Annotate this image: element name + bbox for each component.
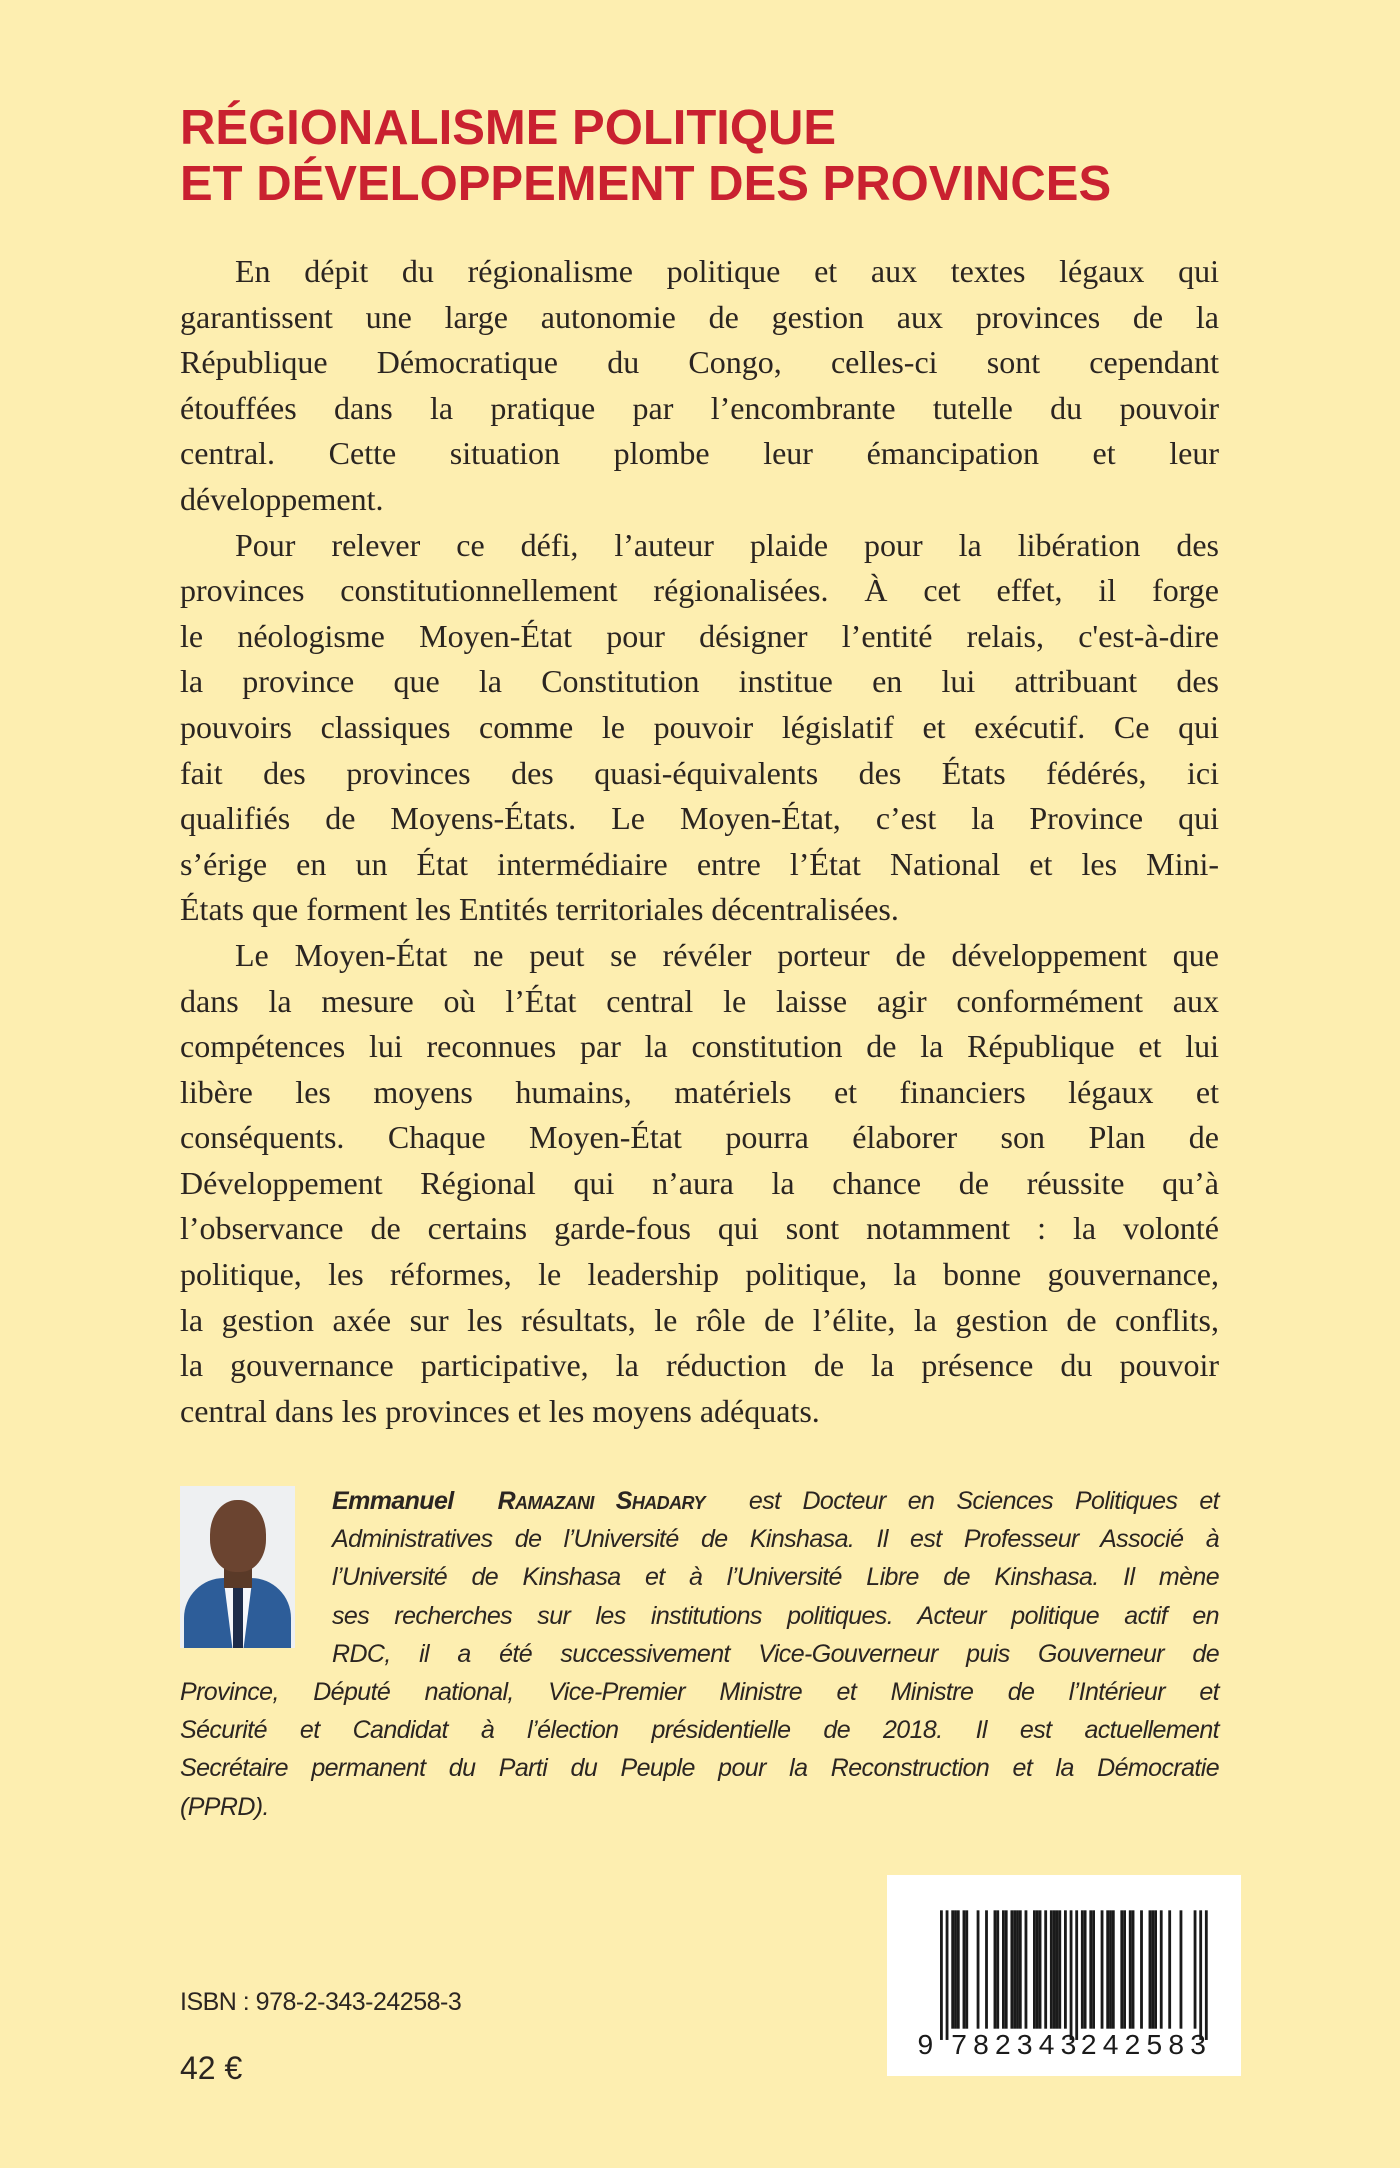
blurb-line: la gestion axée sur les résultats, le rôle de l’élite, la gestion de conflits, — [180, 1301, 1219, 1338]
barcode-bar — [1120, 1910, 1123, 2028]
barcode-bar — [985, 1910, 988, 2028]
author-bio — [180, 1482, 1219, 1826]
bio-first-line-rest: est Docteur en Sciences Politiques et — [748, 1487, 1219, 1515]
author-first-name: Emmanuel — [332, 1487, 454, 1515]
barcode-bar — [946, 1910, 949, 2040]
barcode-bar — [1140, 1910, 1143, 2028]
blurb-line: garantissent une large autonomie de gestion aux provinces de la — [180, 298, 1219, 335]
barcode-bar — [1025, 1910, 1028, 2028]
blurb-line: pouvoirs classiques comme le pouvoir législatif et exécutif. Ce qui — [180, 708, 1219, 745]
barcode — [887, 1875, 1241, 2076]
barcode-bar — [1064, 1910, 1067, 2028]
blurb-line: Le Moyen-État ne peut se révéler porteur de développement que — [235, 936, 1219, 973]
barcode-bar — [1092, 1910, 1095, 2028]
barcode-bar — [996, 1910, 999, 2028]
blurb-line: le néologisme Moyen-État pour désigner l’entité relais, c'est-à-dire — [180, 617, 1219, 654]
book-title — [180, 100, 1111, 212]
barcode-bar — [1168, 1910, 1171, 2028]
barcode-bar — [1205, 1910, 1208, 2040]
barcode-left-digits: 782343 — [951, 2028, 1083, 2060]
blurb-line: République Démocratique du Congo, celles-ci sont cependant — [180, 344, 1219, 381]
barcode-bar — [1089, 1910, 1092, 2028]
barcode-bar — [1058, 1910, 1061, 2028]
barcode-bar — [1039, 1910, 1042, 2028]
title-line-2: ET DÉVELOPPEMENT DES PROVINCES — [180, 157, 1112, 211]
blurb-text — [180, 249, 1219, 1434]
bio-line: Administratives de l’Université de Kinshasa. Il est Professeur Associé à — [332, 1525, 1219, 1554]
barcode-bar — [951, 1910, 954, 2028]
bio-line: l’Université de Kinshasa et à l’Université Libre de Kinshasa. Il mène — [332, 1563, 1219, 1592]
barcode-bar — [957, 1910, 960, 2028]
barcode-bar — [940, 1910, 943, 2040]
blurb-line: Pour relever ce défi, l’auteur plaide pour la libération des — [235, 526, 1219, 563]
blurb-line: compétences lui reconnues par la constitution de la République et lui — [180, 1028, 1219, 1065]
barcode-bar — [1005, 1910, 1008, 2028]
barcode-bar — [1044, 1910, 1047, 2028]
barcode-bar — [1194, 1910, 1197, 2028]
blurb-line: qualifiés de Moyens-États. Le Moyen-État, c’est la Province qui — [180, 800, 1219, 837]
barcode-bar — [1199, 1910, 1202, 2040]
blurb-line: libère les moyens humains, matériels et financiers légaux et — [180, 1073, 1219, 1110]
barcode-bar — [1084, 1910, 1087, 2028]
barcode-bar — [1036, 1910, 1039, 2028]
price: 42 € — [180, 2050, 243, 2086]
barcode-bar — [1109, 1910, 1112, 2028]
barcode-bar — [1002, 1910, 1005, 2028]
blurb-line: étouffées dans la pratique par l’encombrante tutelle du pouvoir — [180, 389, 1219, 426]
barcode-bar — [1106, 1910, 1109, 2028]
blurb-line: Développement Régional qui n’aura la chance de réussite qu’à — [180, 1164, 1219, 1201]
barcode-bar — [1149, 1910, 1152, 2028]
barcode-bar — [1010, 1910, 1013, 2028]
barcode-bar — [1180, 1910, 1183, 2028]
blurb-line: la gouvernance participative, la réduction de la présence du pouvoir — [180, 1347, 1219, 1384]
isbn: ISBN : 978-2-343-24258-3 — [180, 1988, 462, 2016]
bio-line: (PPRD). — [180, 1792, 269, 1821]
bio-line — [180, 1482, 1219, 1520]
barcode-bar — [1019, 1910, 1022, 2028]
blurb-line: En dépit du régionalisme politique et aux textes légaux qui — [235, 253, 1219, 289]
barcode-bar — [1132, 1910, 1135, 2028]
barcode-bar — [1053, 1910, 1056, 2028]
author-last-name: Ramazani Shadary — [497, 1487, 705, 1515]
bio-line: RDC, il a été successivement Vice-Gouverneur puis Gouverneur de — [332, 1639, 1219, 1668]
barcode-bar — [1160, 1910, 1163, 2028]
blurb-line: la province que la Constitution institue en lui attribuant des — [180, 663, 1219, 700]
blurb-line: central dans les provinces et les moyens adéquats. — [180, 1392, 820, 1429]
barcode-svg — [909, 1910, 1219, 2060]
blurb-line: dans la mesure où l’État central le laisse agir conformément aux — [180, 982, 1219, 1019]
barcode-bar — [1016, 1910, 1019, 2028]
barcode-bar — [1129, 1910, 1132, 2028]
barcode-bar — [1056, 1910, 1059, 2028]
blurb-line: central. Cette situation plombe leur émancipation et leur — [180, 435, 1219, 472]
bio-line: Secrétaire permanent du Parti du Peuple pour la Reconstruction et la Démocratie — [180, 1754, 1219, 1783]
barcode-bar — [963, 1910, 966, 2028]
barcode-bar — [954, 1910, 957, 2028]
barcode-bar — [965, 1910, 968, 2028]
barcode-bar — [1101, 1910, 1104, 2028]
bio-line: Sécurité et Candidat à l’élection présidentielle de 2018. Il est actuellement — [180, 1716, 1219, 1745]
blurb-line: politique, les réformes, le leadership politique, la bonne gouvernance, — [180, 1256, 1219, 1293]
barcode-bar — [1070, 1910, 1073, 2040]
blurb-line: provinces constitutionnellement régionalisées. À cet effet, il forge — [180, 572, 1219, 609]
barcode-bar — [1151, 1910, 1154, 2028]
barcode-bar — [1123, 1910, 1126, 2028]
barcode-bar — [1081, 1910, 1084, 2028]
barcode-bar — [1154, 1910, 1157, 2028]
barcode-right-digits: 242583 — [1080, 2028, 1213, 2060]
bio-line: Province, Député national, Vice-Premier Ministre et Ministre de l’Intérieur et — [180, 1678, 1219, 1707]
barcode-bar — [1013, 1910, 1016, 2028]
blurb-line: fait des provinces des quasi-équivalents des États fédérés, ici — [180, 754, 1219, 791]
barcode-bar — [1112, 1910, 1115, 2028]
barcode-bar — [977, 1910, 980, 2028]
barcode-bar — [1050, 1910, 1053, 2028]
barcode-bar — [1033, 1910, 1036, 2028]
barcode-first-digit: 9 — [917, 2028, 940, 2060]
blurb-line: l’observance de certains garde-fous qui sont notamment : la volonté — [180, 1210, 1219, 1247]
blurb-line: s’érige en un État intermédiaire entre l’État National et les Mini- — [180, 845, 1219, 882]
bio-line: ses recherches sur les institutions politiques. Acteur politique actif en — [332, 1601, 1219, 1630]
barcode-bar — [994, 1910, 997, 2028]
title-line-1: RÉGIONALISME POLITIQUE — [180, 101, 837, 155]
blurb-line: développement. — [180, 480, 384, 517]
barcode-bar — [1075, 1910, 1078, 2040]
blurb-line: États que forment les Entités territoriales décentralisées. — [180, 891, 899, 928]
blurb-line: conséquents. Chaque Moyen-État pourra élaborer son Plan de — [180, 1119, 1219, 1156]
